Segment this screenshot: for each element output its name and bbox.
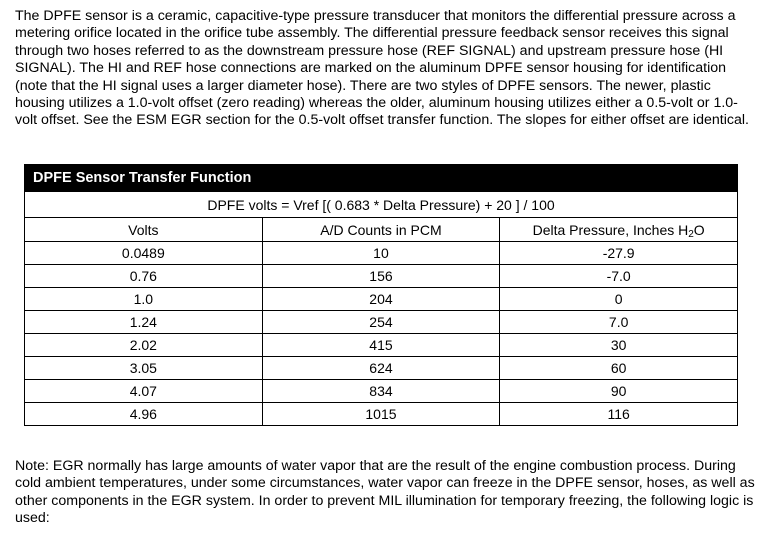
ad-counts-cell: 834 [262, 380, 500, 403]
ad-counts-cell: 415 [262, 334, 500, 357]
volts-cell: 3.05 [25, 357, 263, 380]
delta-pressure-unit-suffix: O [693, 221, 705, 238]
dpfe-transfer-function-table [24, 164, 738, 426]
column-header-ad-counts: A/D Counts in PCM [262, 218, 500, 242]
ad-counts-cell: 10 [262, 242, 500, 265]
table-row [25, 403, 738, 426]
column-header-delta-pressure [500, 218, 738, 242]
delta-pressure-cell: 30 [500, 334, 738, 357]
table-row [25, 357, 738, 380]
table-row [25, 265, 738, 288]
volts-cell: 0.76 [25, 265, 263, 288]
table-row [25, 334, 738, 357]
ad-counts-cell: 624 [262, 357, 500, 380]
volts-cell: 1.24 [25, 311, 263, 334]
table-row [25, 242, 738, 265]
delta-pressure-cell: 0 [500, 288, 738, 311]
ad-counts-cell: 254 [262, 311, 500, 334]
delta-pressure-cell: 60 [500, 357, 738, 380]
intro-paragraph: The DPFE sensor is a ceramic, capacitive-type pressure transducer that monitors the differential pressure across a metering orifice located in the orifice tube assembly. The differential pressure feedback sensor receives this signal through two hoses referred to as the downstream pressure hose (REF SIGNAL) and upstream pressure hose (HI SIGNAL). The HI and REF hose connections are marked on the aluminum DPFE sensor housing for identification (note that the HI signal uses a larger diameter hose). There are two styles of DPFE sensors. The newer, plastic housing utilizes a 1.0-volt offset (zero reading) whereas the older, aluminum housing utilizes either a 0.5-volt or 1.0-volt offset. See the ESM EGR section for the 0.5-volt offset transfer function. The slopes for either offset are identical. [15, 8, 749, 129]
table-title-row [25, 165, 738, 192]
column-header-volts: Volts [25, 218, 263, 242]
volts-cell: 0.0489 [25, 242, 263, 265]
ad-counts-cell: 204 [262, 288, 500, 311]
volts-cell: 4.07 [25, 380, 263, 403]
volts-cell: 4.96 [25, 403, 263, 426]
table-body [25, 242, 738, 426]
ad-counts-cell: 156 [262, 265, 500, 288]
volts-cell: 2.02 [25, 334, 263, 357]
volts-cell: 1.0 [25, 288, 263, 311]
delta-pressure-cell: 7.0 [500, 311, 738, 334]
delta-pressure-cell: 116 [500, 403, 738, 426]
delta-pressure-cell: -27.9 [500, 242, 738, 265]
ad-counts-cell: 1015 [262, 403, 500, 426]
table-row [25, 380, 738, 403]
delta-pressure-cell: -7.0 [500, 265, 738, 288]
table-formula-row [25, 192, 738, 218]
table-row [25, 311, 738, 334]
delta-pressure-cell: 90 [500, 380, 738, 403]
table-row [25, 288, 738, 311]
transfer-function-formula: DPFE volts = Vref [( 0.683 * Delta Pressure) + 20 ] / 100 [25, 192, 738, 218]
h2o-subscript: 2 [688, 228, 694, 240]
table-header-row [25, 218, 738, 242]
delta-pressure-label: Delta Pressure, Inches H [532, 221, 689, 238]
table-title: DPFE Sensor Transfer Function [25, 165, 738, 192]
note-paragraph: Note: EGR normally has large amounts of water vapor that are the result of the engine combustion process. During cold ambient temperatures, under some circumstances, water vapor can freeze in the DPFE sensor, hoses, as well as other components in the EGR system. In order to prevent MIL illumination for temporary freezing, the following logic is used: [15, 458, 755, 527]
